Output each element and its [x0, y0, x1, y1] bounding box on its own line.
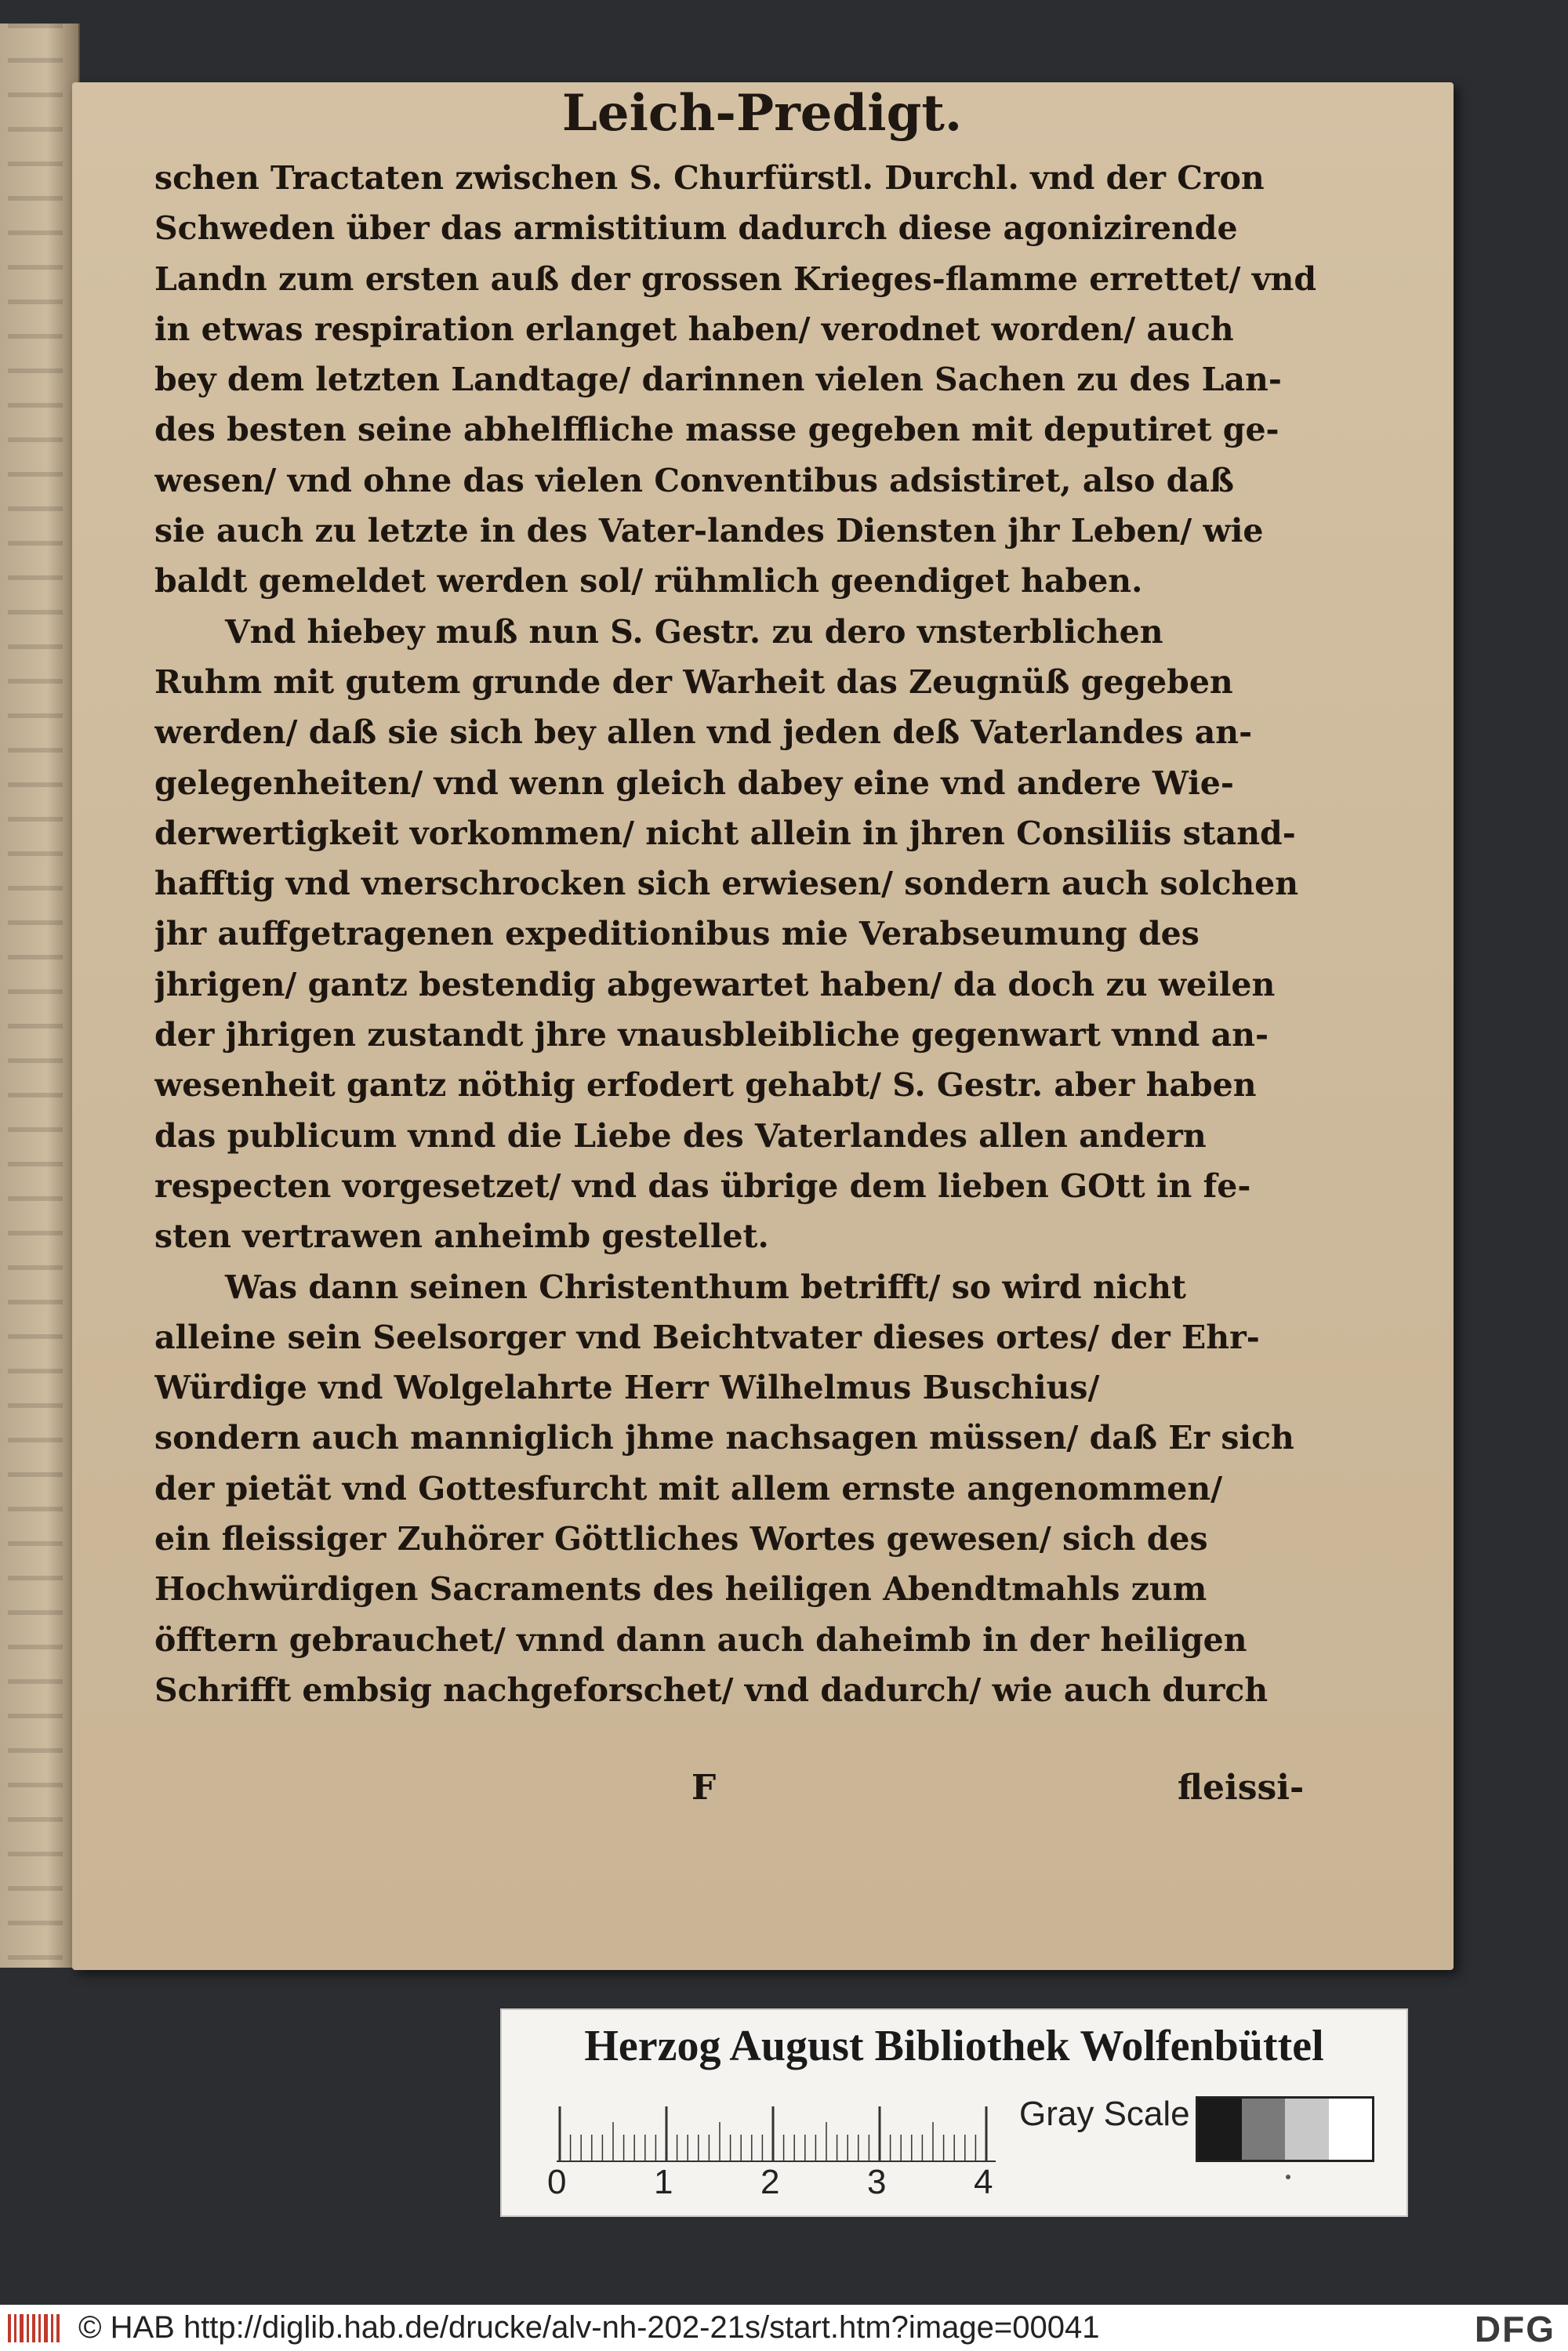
- grayscale-swatch: [1329, 2099, 1373, 2160]
- text-line: der pietät vnd Gottesfurcht mit allem ernste angenommen/: [154, 1469, 1223, 1507]
- text-line: des besten seine abhelffliche masse gegeben mit deputiret ge-: [154, 411, 1279, 449]
- book-page: [72, 82, 1454, 1970]
- ruler-numbers: [547, 2163, 1033, 2202]
- text-line: sie auch zu letzte in des Vater-landes Diensten jhr Leben/ wie: [154, 512, 1264, 550]
- page-foot: [72, 1768, 1454, 1823]
- ruler-ticks: [557, 2100, 996, 2163]
- ruler-number: 4: [974, 2163, 993, 2201]
- running-head: Leich-Predigt.: [561, 84, 963, 143]
- text-line: in etwas respiration erlanget haben/ verodnet worden/ auch: [154, 310, 1234, 348]
- text-line: Ruhm mit gutem grunde der Warheit das Zeugnüß gegeben: [154, 662, 1233, 701]
- text-line: gelegenheiten/ vnd wenn gleich dabey eine vnd andere Wie-: [154, 764, 1234, 802]
- grayscale-swatch: [1285, 2099, 1329, 2160]
- ruler-number: 3: [867, 2163, 887, 2201]
- color-ruler-card: [500, 2008, 1408, 2217]
- text-line: wesenheit gantz nöthig erfodert gehabt/ S. Gestr. aber haben: [154, 1066, 1257, 1105]
- text-line: Würdige vnd Wolgelahrte Herr Wilhelmus Buschius/: [154, 1369, 1100, 1407]
- signature-mark: F: [691, 1768, 717, 1808]
- text-line: öfftern gebrauchet/ vnnd dann auch daheimb in der heiligen: [154, 1620, 1247, 1659]
- text-line: sten vertrawen anheimb gestellet.: [154, 1217, 769, 1256]
- text-line: Landn zum ersten auß der grossen Krieges-flamme errettet/ vnd: [154, 259, 1317, 298]
- text-line: schen Tractaten zwischen S. Churfürstl. Durchl. vnd der Cron: [154, 159, 1265, 197]
- text-line: Hochwürdigen Sacraments des heiligen Abendtmahls zum: [154, 1570, 1207, 1609]
- text-line: ein fleissiger Zuhörer Göttliches Wortes gewesen/ sich des: [154, 1520, 1208, 1558]
- library-name: Herzog August Bibliothek Wolfenbüttel: [584, 2022, 1324, 2070]
- text-line: werden/ daß sie sich bey allen vnd jeden deß Vaterlandes an-: [154, 713, 1253, 752]
- text-line: Schweden über das armistitium dadurch diese agonizirende: [154, 209, 1238, 248]
- text-line: Was dann seinen Christenthum betrifft/ so wird nicht: [225, 1268, 1186, 1306]
- ruler-number: 1: [654, 2163, 673, 2201]
- grayscale-label: Gray Scale: [1019, 2095, 1190, 2133]
- text-line: hafftig vnd vnerschrocken sich erwiesen/ sondern auch solchen: [154, 865, 1299, 903]
- text-line: jhrigen/ gantz bestendig abgewartet haben/ da doch zu weilen: [154, 965, 1276, 1003]
- ruler-dot: [1286, 2175, 1290, 2179]
- footer-link[interactable]: © HAB http://diglib.hab.de/drucke/alv-nh-202-21s/start.htm?image=00041: [78, 2310, 1100, 2345]
- footer-bar: [0, 2305, 1568, 2351]
- ruler-number: 2: [760, 2163, 780, 2201]
- grayscale-swatch: [1242, 2099, 1286, 2160]
- facing-page-edge: [0, 24, 80, 1968]
- grayscale-swatches: [1196, 2096, 1374, 2162]
- text-line: derwertigkeit vorkommen/ nicht allein in jhren Consiliis stand-: [154, 814, 1296, 852]
- text-line: bey dem letzten Landtage/ darinnen vielen Sachen zu des Lan-: [154, 361, 1282, 399]
- text-line: das publicum vnnd die Liebe des Vaterlandes allen andern: [154, 1116, 1207, 1155]
- barcode-icon: [6, 2311, 63, 2346]
- text-line: der jhrigen zustandt jhre vnausbleibliche gegenwart vnnd an-: [154, 1016, 1269, 1054]
- text-line: sondern auch manniglich jhme nachsagen müssen/ daß Er sich: [154, 1419, 1294, 1457]
- ruler-number: 0: [547, 2163, 567, 2201]
- text-line: alleine sein Seelsorger vnd Beichtvater dieses ortes/ der Ehr-: [154, 1318, 1260, 1356]
- text-line: baldt gemeldet werden sol/ rühmlich geendiget haben.: [154, 562, 1143, 600]
- text-line: Schrifft embsig nachgeforschet/ vnd dadurch/ wie auch durch: [154, 1671, 1269, 1709]
- text-line: Vnd hiebey muß nun S. Gestr. zu dero vnsterblichen: [225, 612, 1163, 651]
- dfg-logo: DFG: [1474, 2309, 1555, 2349]
- grayscale-swatch: [1198, 2099, 1242, 2160]
- catchword: fleissi-: [1178, 1768, 1305, 1808]
- text-line: jhr auffgetragenen expeditionibus mie Verabseumung des: [154, 915, 1200, 953]
- body-text: [154, 153, 1385, 1715]
- text-line: wesen/ vnd ohne das vielen Conventibus adsistiret, also daß: [154, 461, 1235, 499]
- text-line: respecten vorgesetzet/ vnd das übrige dem lieben GOtt in fe-: [154, 1166, 1251, 1205]
